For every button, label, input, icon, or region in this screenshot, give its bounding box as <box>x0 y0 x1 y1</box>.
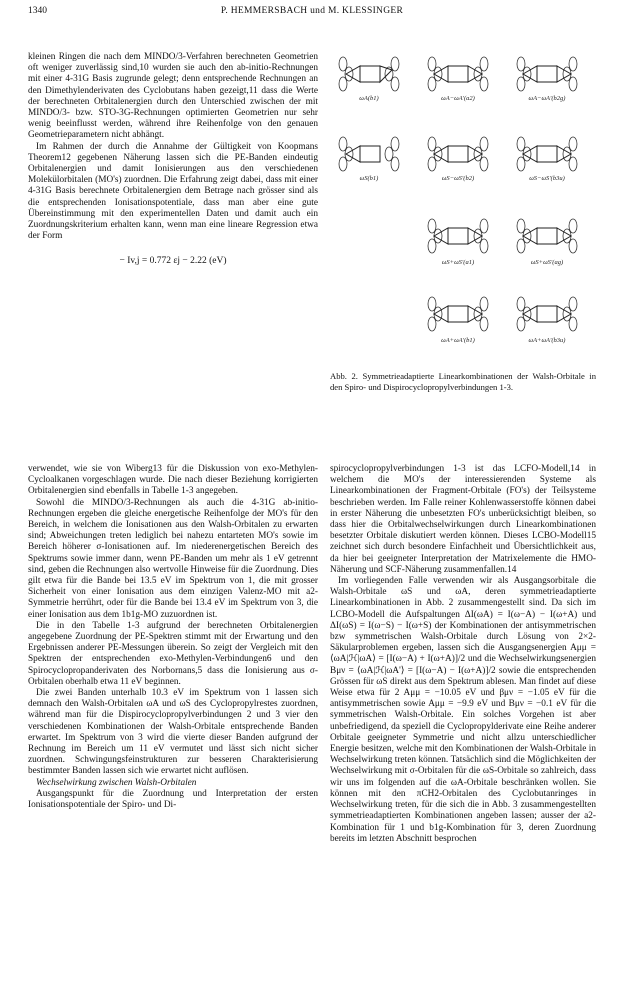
dispiro-molecule-drawing <box>523 228 571 244</box>
orbital-lobe <box>523 147 531 161</box>
section-heading: Wechselwirkung zwischen Walsh-Orbitalen <box>36 777 197 788</box>
paragraph: spirocyclopropylverbindungen 1-3 ist das LCFO-Modell,14 in welchem die MO's der interessierenden Systeme als Linearkombinationen der Fragment-Orbitale (FO's) der Teilsysteme beschrieben werden. Im Falle reiner Kohlenwasserstoffe können dabei in erster Näherung die unbesetzten FO's unberücksichtigt bleiben, so dass hier die Orbitalwechselwirkungen durch Linearkombinationen besetzter Orbitale diskutiert werden können. Dieses LCBO-Modell15 zeichnet sich durch besondere Einfachheit und Übersichtlichkeit aus, da hier bei geeigneter Interpretation der Matrixelemente die HMO-Näherung und SCF-Näherung zusammenfallen.14 <box>330 464 596 575</box>
paragraph: Ausgangspunkt für die Zuordnung und Interpretation der ersten Ionisationspotentiale der Spiro- und Di- <box>28 788 318 811</box>
orbital-label: ωA(b1) <box>359 95 379 102</box>
orbital-lobe <box>474 229 482 243</box>
orbital-lobe <box>434 147 442 161</box>
orbital-lobe <box>434 229 442 243</box>
orbital-lobe <box>523 67 531 81</box>
paragraph: Sowohl die MINDO/3-Rechnungen als auch die 4-31G ab-initio-Rechnungen ergeben die gleiche energetische Reihenfolge der MO's für den Bereich, in welchem die Ionisationen aus den Walsh-Orbitalen zu erwarten sind; Abweichungen treten lediglich bei nahezu entarteten MO's sowie im Bereich höherer σ-Ionisationen auf. Im niederenergetischen Bereich des Spektrums sowie immer dann, wenn PE-Banden um mehr als 1 eV getrennt sind, geben die Rechnungen also wertvolle Hinweise für die Zuordnung. Dies gilt etwa für die Bande bei 13.5 eV im Spektrum von 1, die mit grosser Sicherheit von einer Ionisation aus dem einzigen Valenz-MO mit a2-Symmetrie herrührt, oder für die Bande bei 13.4 eV im Spektrum von 3, die einer Ionisation aus dem 1b1g-MO zuzuordnen ist. <box>28 497 318 620</box>
orbital-lobe <box>563 229 571 243</box>
orbital-lobe <box>563 147 571 161</box>
dispiro-molecule-drawing <box>434 228 482 244</box>
orbital-label: ωS(b1) <box>359 175 379 182</box>
regression-formula: − Iv,j = 0.772 εj − 2.22 (eV) <box>119 256 227 267</box>
running-title: P. HEMMERSBACH und M. KLESSINGER <box>220 6 404 16</box>
paragraph: verwendet, wie sie von Wiberg13 für die Diskussion von exo-Methylen-Cycloalkanen vorgeschlagen wurde. Die nach dieser Beziehung korrigierten Orbitalenergien sind ebenfalls in Tabelle 1-3 angegeben. <box>28 464 318 497</box>
orbital-lobe <box>523 229 531 243</box>
page-number: 1340 <box>28 6 47 16</box>
paragraph: Im Rahmen der durch die Annahme der Gültigkeit von Koopmans Theorem12 gegebenen Näherung lassen sich die PE-Banden eindeutig Orbitalenergien und damit Ionisierungen aus den verschiedenen Molekülorbitalen (MO's) zuordnen. Die Erfahrung zeigt dabei, dass mit einer 4-31G Basis berechnete Orbitalenergien dem Betrage nach grösser sind als die entsprechenden Ionisationspotentiale, dass man aber eine gute Übereinstimmung mit den experimentellen Daten und damit auch ein Zuordnungskriterium erhalten kann, wenn man eine lineare Regression etwa der Form <box>28 141 318 242</box>
orbital-label: ωS+ωS'(a1) <box>441 259 475 266</box>
orbital-label: ωA+ωA'(b1) <box>441 337 475 344</box>
paragraph: Die zwei Banden unterhalb 10.3 eV im Spektrum von 1 lassen sich demnach den Walsh-Orbitalen ωA und ωS des Cyclopropylrestes zuordnen, während man für die Dispirocyclopropylverbindungen 2 und 3 vier den verschiedenen Kombinationen der Walsh-Orbitale entsprechende Banden erwartet. Im Spektrum von 3 wird die vierte dieser Banden aufgrund der Rechnung im Bereich um 11 eV vermutet und lässt sich nicht sicher zuordnen. Schwingungsfeinstrukturen zur besseren Charakterisierung bestimmter Banden lassen sich wie erwartet nicht auflösen. <box>28 688 318 777</box>
orbital-lobe <box>434 307 442 321</box>
orbital-label: ωS+ωS'(ag) <box>530 259 564 266</box>
figure-walsh-orbitals <box>330 52 596 362</box>
orbital-diagram <box>330 52 596 362</box>
paragraph: Die in den Tabelle 1-3 aufgrund der berechneten Orbitalenergien angegebene Zuordnung der PE-Spektren stimmt mit der Erwartung und den Ergebnissen anderer PE-Messungen überein. So zeigt der Vergleich mit den Spektren der entsprechenden exo-Methylen-Verbindungen6 und den Spirocyclopropanderivaten des Norbornans,5 dass die Ionisierung aus σ-Orbitalen oberhalb etwa 11 eV beginnen. <box>28 620 318 687</box>
dispiro-molecule-drawing <box>434 306 482 322</box>
orbital-lobe <box>474 307 482 321</box>
left-column-top <box>28 52 318 282</box>
orbital-lobe <box>385 147 393 161</box>
dispiro-molecule-drawing <box>434 66 482 82</box>
running-header <box>28 6 596 20</box>
orbital-lobe <box>434 67 442 81</box>
figure-caption: Abb. 2. Symmetrieadaptierte Linearkombinationen der Walsh-Orbitale in den Spiro- und Dispirocyclopropylverbindungen 1-3. <box>330 371 596 392</box>
orbital-lobe <box>523 307 531 321</box>
orbital-lobe <box>474 67 482 81</box>
orbital-label: ωA−ωA'(a2) <box>441 95 475 102</box>
orbital-label: ωS−ωS'(b2) <box>441 175 475 182</box>
dispiro-molecule-drawing <box>523 146 571 162</box>
paragraph: Im vorliegenden Falle verwenden wir als Ausgangsorbitale die Walsh-Orbitale ωS und ωA, deren symmetrieadaptierte Linearkombinationen in Abb. 2 zusammengestellt sind. Da sich im LCBO-Modell die Aufspaltungen ΔI(ωA) = I(ω−A) − I(ω+A) und ΔI(ωS) = I(ω−S) − I(ω+S) der Kombinationen der antisymmetrischen bzw symmetrischen Walsh-Orbitale durch Lösung von 2×2-Säkularproblemen ergeben, lassen sich die Ausgangsenergien Aμμ = ⟨ωA|ℋ|ωA⟩ = [I(ω−A) + I(ω+A)]/2 und die Wechselwirkungsenergien Bμν = ⟨ωA|ℋ|ωA'⟩ = [I(ω−A) − I(ω+A)]/2 sowie die entsprechenden Grössen für ωS direkt aus dem Spektrum ablesen. Man findet auf diese Weise etwa für 2 Aμμ = −10.05 eV und βμν = −1.05 eV für die antisymmetrischen sowie Aμμ = −9.9 eV und Bμν = −0.1 eV für die symmetrischen Walsh-Orbitale. Ein solches Vorgehen ist aber unbefriedigend, da speziell die Cyclopropylderivate eine Reihe anderer Orbitale geeigneter Symmetrie und nicht allzu unterschiedlicher Energie besitzen, welche mit den Kombinationen der Walsh-Orbitale in Wechselwirkung treten können. Tatsächlich sind die Möglichkeiten der Wechselwirkung mit σ-Orbitalen für die ωS-Orbitale so zahlreich, dass wir uns im folgenden auf die ωA-Orbitale beschränken wollen. Sie können mit den πCH2-Orbitalen des Cyclobutanringes in Wechselwirkung treten, für die sich die in Abb. 3 zusammengestellten symmetrieadaptierten Kombinationen angeben lassen; ausser der a2-Kombination für 1 und b1g-Kombination für 3, deren Zuordnung bereits im letzten Abschnitt besprochen <box>330 576 596 844</box>
orbital-lobe <box>474 147 482 161</box>
paragraph: kleinen Ringen die nach dem MINDO/3-Verfahren berechneten Geometrien oft weniger zuverlässig sind,10 wurden sie auch den ab-initio-Rechnungen mit einer 4-31G Basis zugrunde gelegt; denn entsprechende Rechnungen an den Dimethylenderivaten des Cyclobutans haben gezeigt,11 dass die Werte der berechneten Orbitalenergien durch den Unterschied zwischen der mit MINDO/3- bzw. STO-3G-Rechnungen optimierten Geometrien nur sehr wenig beeinflusst werden, während ihre Reihenfolge von den genauen Geometrieparametern nicht abhängt. <box>28 52 318 141</box>
orbital-lobe <box>563 67 571 81</box>
orbital-label: ωA−ωA'(b2g) <box>528 95 566 102</box>
dispiro-molecule-drawing <box>523 66 571 82</box>
orbital-label: ωA+ωA'(b3u) <box>528 337 566 344</box>
orbital-label: ωS−ωS'(b3u) <box>529 175 565 182</box>
left-column-bottom <box>28 464 318 811</box>
right-column <box>330 464 596 845</box>
orbital-lobe <box>563 307 571 321</box>
dispiro-molecule-drawing <box>523 306 571 322</box>
dispiro-molecule-drawing <box>434 146 482 162</box>
